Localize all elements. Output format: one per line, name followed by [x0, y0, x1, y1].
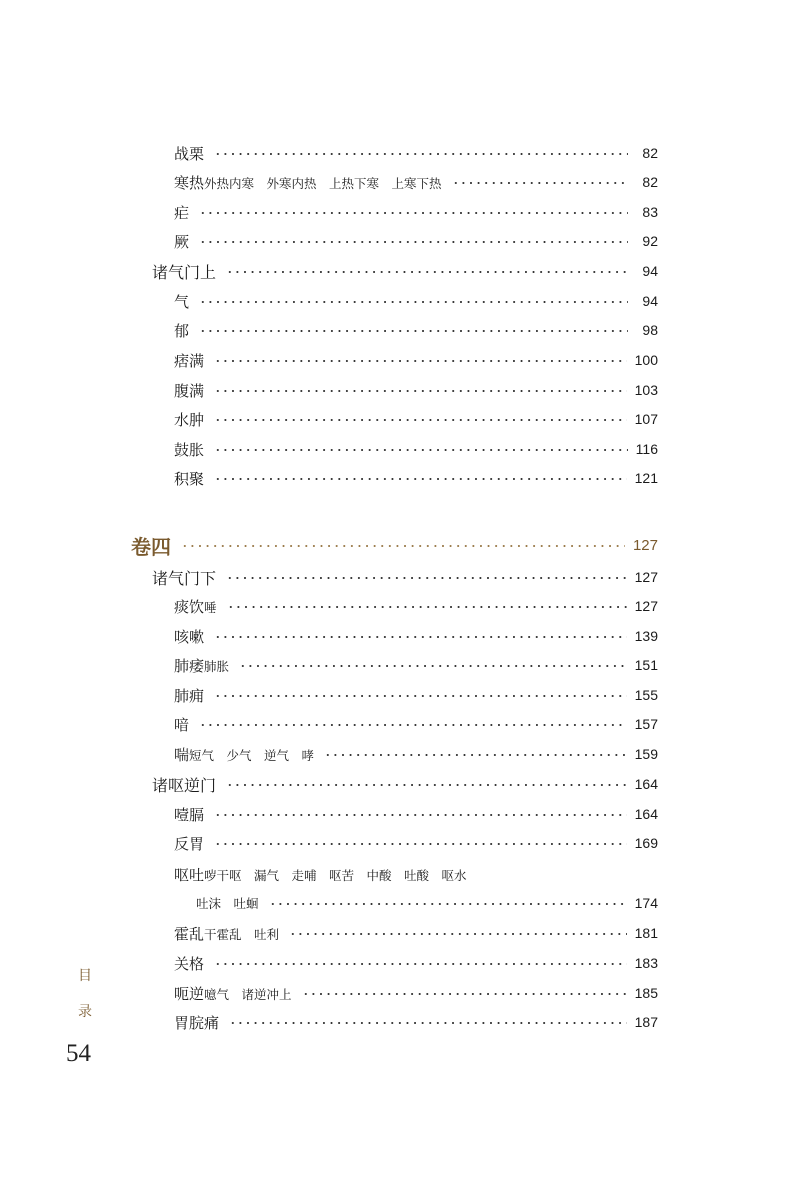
dot-leader — [227, 606, 627, 608]
toc-entry-continuation[interactable] — [196, 889, 658, 917]
toc-entry[interactable] — [174, 622, 658, 650]
page-ref: 169 — [634, 835, 658, 851]
dot-leader — [302, 993, 627, 995]
page-ref: 94 — [642, 263, 658, 279]
page-ref: 82 — [642, 174, 658, 190]
toc-entry[interactable] — [174, 198, 658, 226]
toc-entry[interactable] — [174, 979, 658, 1007]
dot-leader — [199, 330, 628, 332]
entry-title: 战栗 — [174, 144, 205, 163]
page-ref: 121 — [634, 470, 658, 486]
toc-entry[interactable] — [174, 464, 658, 492]
toc-entry[interactable] — [174, 860, 674, 888]
page-ref: 155 — [634, 687, 658, 703]
toc-entry[interactable] — [174, 592, 658, 620]
entry-title: 呕吐哕干呕 漏气 走哺 呕苦 中酸 吐酸 呕水 — [174, 865, 467, 884]
entry-title: 呃逆噫气 诸逆冲上 — [174, 984, 292, 1003]
page-ref: 164 — [634, 776, 658, 792]
volume-title: 卷四 — [131, 534, 171, 559]
entry-title: 腹满 — [174, 381, 205, 400]
dot-leader — [229, 1022, 627, 1024]
page-ref: 181 — [634, 925, 658, 941]
dot-leader — [199, 301, 628, 303]
dot-leader — [226, 577, 627, 579]
entry-title: 喘短气 少气 逆气 哮 — [174, 745, 315, 764]
page-ref: 164 — [634, 806, 658, 822]
toc-section[interactable] — [152, 257, 658, 285]
page-ref: 157 — [634, 716, 658, 732]
side-label-char: 目 — [78, 968, 92, 984]
toc-section[interactable] — [152, 770, 658, 798]
toc-entry[interactable] — [174, 287, 658, 315]
entry-subtopics: 肺胀 — [204, 658, 230, 674]
page-ref: 83 — [642, 204, 658, 220]
page-ref: 139 — [634, 628, 658, 644]
dot-leader — [214, 695, 627, 697]
page-number: 54 — [66, 1040, 91, 1067]
toc-entry[interactable] — [174, 346, 658, 374]
entry-title: 咳嗽 — [174, 627, 205, 646]
entry-title: 气 — [174, 292, 190, 311]
toc-entry[interactable] — [174, 139, 658, 167]
side-label-char: 录 — [78, 1004, 92, 1020]
entry-title: 反胃 — [174, 834, 205, 853]
section-title: 诸气门上 — [152, 262, 217, 282]
entry-title: 痞满 — [174, 351, 205, 370]
page-ref: 183 — [634, 955, 658, 971]
page-ref: 174 — [634, 895, 658, 911]
entry-title: 积聚 — [174, 469, 205, 488]
dot-leader — [214, 153, 628, 155]
dot-leader — [214, 419, 627, 421]
dot-leader — [226, 271, 628, 273]
entry-title: 疟 — [174, 203, 190, 222]
entry-title: 厥 — [174, 232, 190, 251]
toc-entry[interactable] — [174, 227, 658, 255]
toc-entry[interactable] — [174, 435, 658, 463]
entry-title: 喑 — [174, 715, 190, 734]
entry-title: 胃脘痛 — [174, 1013, 220, 1032]
page-ref: 159 — [634, 746, 658, 762]
dot-leader — [199, 724, 627, 726]
page-ref: 116 — [635, 441, 658, 457]
entry-subtopics: 干霍乱 吐利 — [204, 926, 280, 942]
entry-subtopics: 吐沫 吐蛔 — [196, 896, 259, 911]
entry-title: 水肿 — [174, 410, 205, 429]
toc-entry[interactable] — [174, 168, 658, 196]
toc-entry[interactable] — [174, 1008, 658, 1036]
dot-leader — [239, 665, 627, 667]
toc-entry[interactable] — [174, 919, 658, 947]
toc-entry[interactable] — [174, 710, 658, 738]
toc-entry[interactable] — [174, 681, 658, 709]
section-title: 诸气门下 — [152, 568, 217, 588]
page-ref: 82 — [642, 145, 658, 161]
entry-title: 郁 — [174, 321, 190, 340]
entry-title: 痰饮唾 — [174, 597, 217, 616]
page-ref: 92 — [642, 233, 658, 249]
dot-leader — [199, 212, 628, 214]
dot-leader — [214, 449, 628, 451]
page-ref: 127 — [632, 536, 658, 554]
toc-entry[interactable] — [174, 740, 658, 768]
dot-leader — [214, 963, 627, 965]
page-ref: 107 — [634, 411, 658, 427]
entry-title: 关格 — [174, 954, 205, 973]
dot-leader — [214, 360, 627, 362]
dot-leader — [199, 241, 628, 243]
page-ref: 98 — [642, 322, 658, 338]
dot-leader — [226, 784, 627, 786]
toc-entry[interactable] — [174, 949, 658, 977]
entry-title: 肺痈 — [174, 686, 205, 705]
dot-leader — [214, 390, 627, 392]
entry-subtopics: 短气 少气 逆气 哮 — [189, 747, 315, 763]
toc-section[interactable] — [152, 563, 658, 591]
page-ref: 100 — [634, 352, 658, 368]
page-ref: 127 — [634, 569, 658, 585]
entry-subtopics: 哕干呕 漏气 走哺 呕苦 中酸 吐酸 呕水 — [204, 867, 467, 883]
dot-leader — [269, 903, 627, 905]
toc-entry[interactable] — [174, 800, 658, 828]
toc-entry[interactable] — [174, 405, 658, 433]
entry-title — [196, 894, 259, 912]
page-ref: 151 — [634, 657, 658, 673]
toc-volume-heading[interactable] — [131, 528, 658, 562]
entry-title: 肺痿肺胀 — [174, 656, 230, 675]
dot-leader — [181, 545, 625, 547]
dot-leader — [214, 814, 627, 816]
page-ref: 103 — [634, 382, 658, 398]
dot-leader — [289, 933, 627, 935]
page-ref: 127 — [634, 598, 658, 614]
entry-subtopics: 唾 — [204, 599, 217, 615]
entry-subtopics: 噫气 诸逆冲上 — [204, 986, 292, 1002]
toc-entry[interactable] — [174, 316, 658, 344]
section-title: 诸呕逆门 — [152, 775, 217, 795]
page-ref: 185 — [634, 985, 658, 1001]
entry-title: 霍乱干霍乱 吐利 — [174, 924, 280, 943]
dot-leader — [214, 478, 627, 480]
page-ref: 187 — [634, 1014, 658, 1030]
entry-title: 鼓胀 — [174, 440, 205, 459]
toc-entry[interactable] — [174, 376, 658, 404]
dot-leader — [452, 182, 628, 184]
toc-entry[interactable] — [174, 829, 658, 857]
entry-subtopics: 外热内寒 外寒内热 上热下寒 上寒下热 — [204, 175, 442, 191]
page-ref: 94 — [642, 293, 658, 309]
toc-entry[interactable] — [174, 651, 658, 679]
dot-leader — [324, 754, 627, 756]
entry-title: 寒热外热内寒 外寒内热 上热下寒 上寒下热 — [174, 173, 442, 192]
dot-leader — [214, 843, 627, 845]
dot-leader — [214, 636, 627, 638]
entry-title: 噎膈 — [174, 805, 205, 824]
